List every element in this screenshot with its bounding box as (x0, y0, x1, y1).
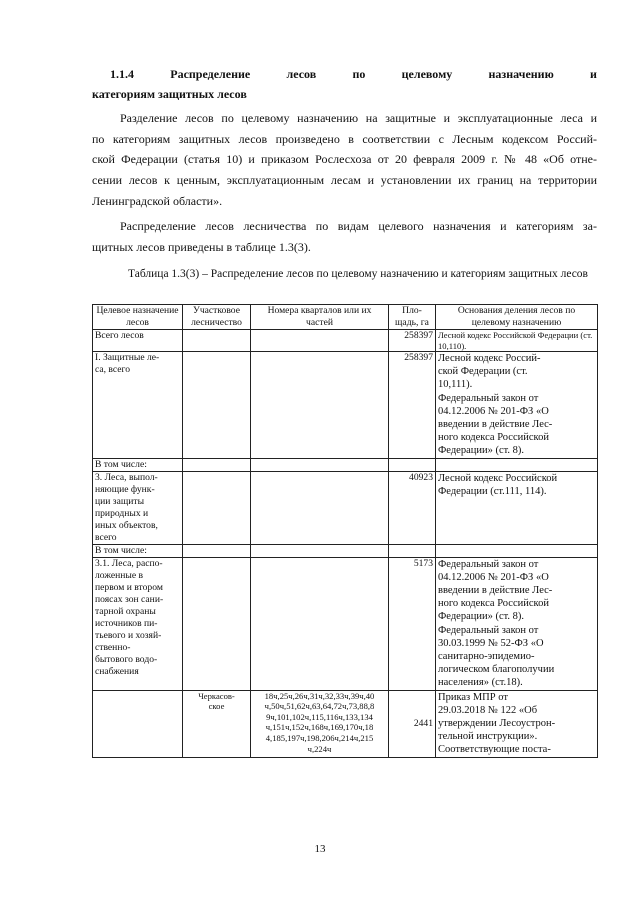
section-title-word: целевому (401, 67, 453, 81)
paragraph-line: щитных лесов приведены в таблице 1.3(3). (92, 239, 311, 254)
section-title-word: и (590, 67, 597, 81)
section-number: 1.1.4 (110, 67, 134, 81)
table-row (93, 544, 598, 557)
cell-category: 3.1. Леса, распо- ложенные в первом и втором поясах зон сани- тарной охраны источников пи- тьевого и хозяй- ственно- бытового водо- снабжения (93, 557, 183, 690)
cell-quarters: 18ч,25ч,26ч,31ч,32,33ч,39ч,40 ч,50ч,51,62ч,63,64,72ч,73,88,8 9ч,101,102ч,115,116ч,133,134 ч,151ч,152ч,168ч,169,170ч,18 4,185,197ч,198,206ч,214ч,215 ч,224ч (251, 690, 389, 757)
cell-quarters (251, 352, 389, 459)
table-caption: Таблица 1.3(3) – Распределение лесов по целевому назначению и категориям защитных лесов (128, 268, 588, 280)
cell-basis: Лесной кодекс Российской Федерации (ст.111, 114). (436, 471, 598, 544)
page-number: 13 (314, 843, 326, 855)
paragraph-line: Разделение лесов по целевому назначению на защитные и эксплуатационные леса и (120, 111, 597, 125)
cell-category (93, 690, 183, 757)
cell-quarters (251, 557, 389, 690)
section-title-word: лесов (286, 67, 317, 81)
forest-distribution-table (92, 304, 598, 758)
table-row (93, 690, 598, 757)
paragraph-line: сении лесов к ценным, эксплуатационным лесам и установлении их границ на территории (92, 173, 597, 188)
cell-district (183, 557, 251, 690)
cell-quarters (251, 330, 389, 352)
cell-district: Черкасов- ское (183, 690, 251, 757)
cell-basis: Федеральный закон от 04.12.2006 № 201-ФЗ «О введении в действие Лес- ного кодекса Российской Федерации» (ст. 8). Федеральный закон от 30.03.1999 № 52-ФЗ «О санитарно-эпидемио- логическом благополучии населения» (ст.18). (436, 557, 598, 690)
cell-area: 258397 (389, 352, 436, 459)
header-purpose: Целевое назначение лесов (93, 305, 183, 330)
cell-category: В том числе: (93, 458, 183, 471)
section-heading-line1 (92, 64, 597, 84)
table-header-row (93, 305, 598, 330)
cell-basis: Лесной кодекс Российской Федерации (ст. 10,110). (436, 330, 598, 352)
cell-area (389, 544, 436, 557)
section-title-word: Распределение (170, 67, 251, 81)
cell-basis: Лесной кодекс Россий- ской Федерации (ст. 10,111). Федеральный закон от 04.12.2006 № 201-ФЗ «О введении в действие Лес- ного кодекса Российской Федерации» (ст. 8). (436, 352, 598, 459)
cell-category: Всего лесов (93, 330, 183, 352)
cell-basis: Приказ МПР от 29.03.2018 № 122 «Об утверждении Лесоустрон- тельной инструкции». Соответствующие поста- (436, 690, 598, 757)
cell-area: 5173 (389, 557, 436, 690)
paragraph-1 (92, 108, 597, 212)
header-area: Пло-щадь, га (389, 305, 436, 330)
cell-category: В том числе: (93, 544, 183, 557)
cell-district (183, 544, 251, 557)
cell-area (389, 458, 436, 471)
section-title-word: по (352, 67, 366, 81)
paragraph-2 (92, 216, 597, 257)
table-row (93, 557, 598, 690)
table-row (93, 458, 598, 471)
section-title-word: назначению (488, 67, 554, 81)
cell-district (183, 330, 251, 352)
section-heading (92, 64, 597, 104)
table-row (93, 471, 598, 544)
cell-district (183, 471, 251, 544)
cell-area: 40923 (389, 471, 436, 544)
table-row (93, 330, 598, 352)
paragraph-line: Распределение лесов лесничества по видам целевого назначения и категориям за- (120, 219, 597, 233)
table-row (93, 352, 598, 459)
header-basis: Основания деления лесов по целевому назначению (436, 305, 598, 330)
cell-quarters (251, 458, 389, 471)
paragraph-line: ской Федерации (статья 10) и приказом Рослесхоза от 20 февраля 2009 г. № 48 «Об отне- (92, 152, 597, 167)
paragraph-line: Ленинградской области». (92, 193, 223, 208)
cell-category: 3. Леса, выпол- няющие функ- ции защиты природных и иных объектов, всего (93, 471, 183, 544)
cell-district (183, 352, 251, 459)
cell-category: I. Защитные ле- са, всего (93, 352, 183, 459)
cell-basis (436, 458, 598, 471)
cell-district (183, 458, 251, 471)
cell-basis (436, 544, 598, 557)
section-heading-line2: категориям защитных лесов (92, 87, 247, 101)
cell-area: 2441 (389, 690, 436, 757)
paragraph-line: по категориям защитных лесов произведено в соответствии с Лесным кодексом Россий- (92, 131, 597, 146)
cell-quarters (251, 471, 389, 544)
header-district: Участковое лесничество (183, 305, 251, 330)
header-quarters: Номера кварталов или их частей (251, 305, 389, 330)
cell-quarters (251, 544, 389, 557)
cell-area: 258397 (389, 330, 436, 352)
